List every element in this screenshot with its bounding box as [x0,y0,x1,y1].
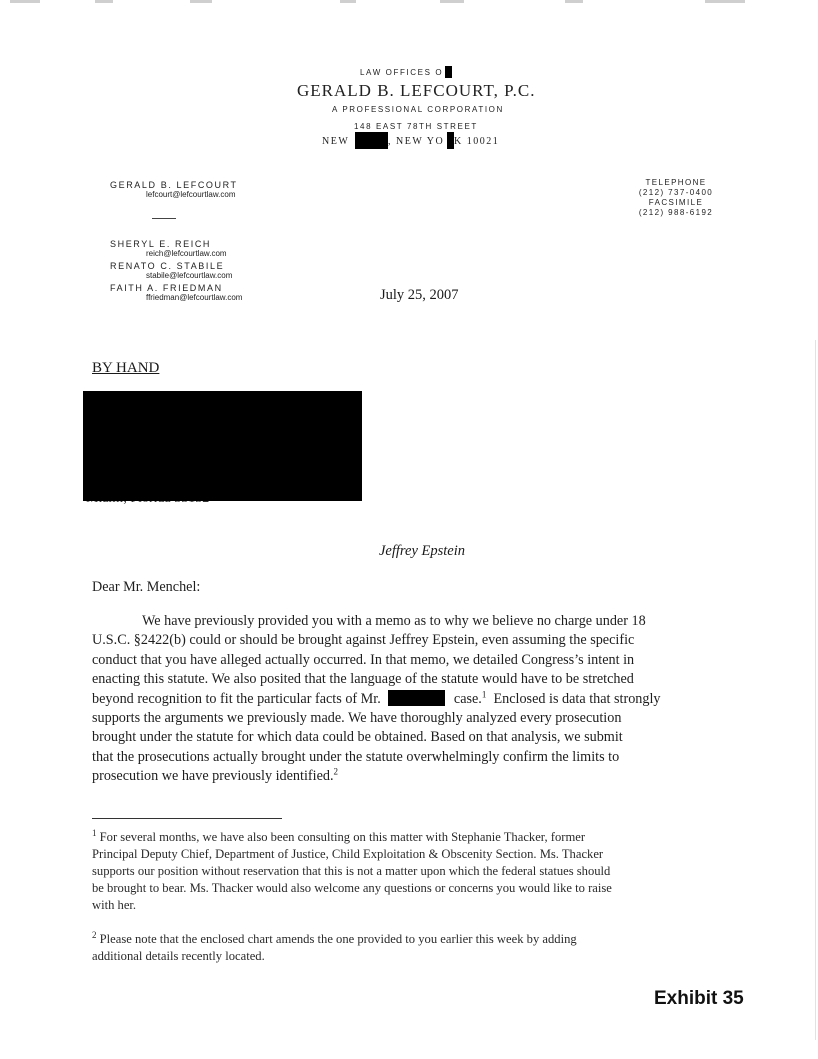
letterhead-law-offices [360,68,443,77]
city-right: K 10021 [454,136,500,147]
redaction-box [355,132,388,149]
footnote-line: be brought to bear. Ms. Thacker would also welcome any questions or concerns you would like to raise [92,881,612,895]
scan-mark [10,0,40,3]
attorney-list [110,180,310,302]
body-line: U.S.C. §2422(b) could or should be brought against Jeffrey Epstein, even assuming the specific [92,632,635,649]
footnote-number: 2 [92,929,97,940]
scan-mark [705,0,745,3]
letter-date: July 25, 2007 [380,287,459,303]
divider [152,218,176,219]
delivery-method: BY HAND [92,360,160,376]
attorney-name: FAITH A. FRIEDMAN [110,283,223,293]
attorney-name: GERALD B. LEFCOURT [110,180,238,190]
city-left: NEW [322,136,350,147]
scan-mark [190,0,212,3]
body-paragraph [92,612,732,787]
footnote-line: supports our position without reservation that this is not a matter upon which the federal statues should [92,864,611,878]
body-line-text: beyond recognition to fit the particular facts of Mr. [92,690,381,707]
footnote-text: Please note that the enclosed chart amends the one provided to you earlier this week by adding [99,932,577,946]
attorney-name: SHERYL E. REICH [110,239,212,249]
contact-block [626,178,726,218]
re-line: Jeffrey Epstein [379,543,466,559]
attorney-email: stabile@lefcourtlaw.com [146,271,233,280]
body-line: conduct that you have alleged actually occurred. In that memo, we detailed Congress’s intent in [92,651,635,668]
recipient-redaction [83,391,362,501]
scan-mark [340,0,356,3]
scan-edge [815,340,816,1040]
footnote-line [92,829,732,846]
body-line [92,767,732,786]
footnote-separator [92,818,282,819]
footnote-number: 1 [92,827,97,838]
attorney-email: ffriedman@lefcourtlaw.com [146,293,243,302]
footnote-line: with her. [92,898,137,912]
attorney-email: lefcourt@lefcourtlaw.com [146,190,236,199]
salutation: Dear Mr. Menchel: [92,579,201,595]
footnote-line: additional details recently located. [92,949,265,963]
footnote-line [92,931,732,948]
body-line-text: Enclosed is data that strongly [486,690,661,707]
exhibit-label: Exhibit 35 [654,988,744,1009]
city-mid: , NEW YO [388,136,445,147]
footnote-1 [92,829,732,914]
attorney-email: reich@lefcourtlaw.com [146,249,227,258]
redaction-box [445,66,452,78]
body-line: supports the arguments we previously made. We have thoroughly analyzed every prosecution [92,710,622,727]
body-line: that the prosecutions actually brought under the statute overwhelmingly confirm the limits to [92,748,620,765]
facsimile-label: FACSIMILE [648,198,704,207]
facsimile-number: (212) 988-6192 [638,208,714,217]
telephone-label: TELEPHONE [645,178,707,187]
footnote-text: For several months, we have also been consulting on this matter with Stephanie Thacker, former [99,830,586,844]
scan-mark [95,0,113,3]
footnote-ref: 1 [481,688,487,699]
street-address: 148 EAST 78TH STREET [354,122,478,131]
scan-mark [440,0,464,3]
body-line [92,690,732,709]
law-offices-label: LAW OFFICES O [360,68,444,77]
footnote-2 [92,931,732,965]
body-line-text: case. [453,690,482,707]
firm-name: GERALD B. LEFCOURT, P.C. [297,81,536,100]
footnote-ref: 2 [333,766,339,777]
attorney-name: RENATO C. STABILE [110,261,225,271]
body-line-text: prosecution we have previously identified. [92,768,334,785]
body-line: brought under the statute for which data could be obtained. Based on that analysis, we submit [92,729,623,746]
scan-mark [565,0,583,3]
body-line: enacting this statute. We also posited that the language of the statute would have to be stretched [92,671,634,688]
telephone-number: (212) 737-0400 [638,188,714,197]
footnote-line: Principal Deputy Chief, Department of Justice, Child Exploitation & Obscenity Section. Ms. Thacker [92,847,604,861]
body-line: We have previously provided you with a memo as to why we believe no charge under 18 [142,613,646,629]
professional-corporation: A PROFESSIONAL CORPORATION [332,105,504,114]
redaction-box [388,690,445,706]
redaction-box [447,132,454,149]
